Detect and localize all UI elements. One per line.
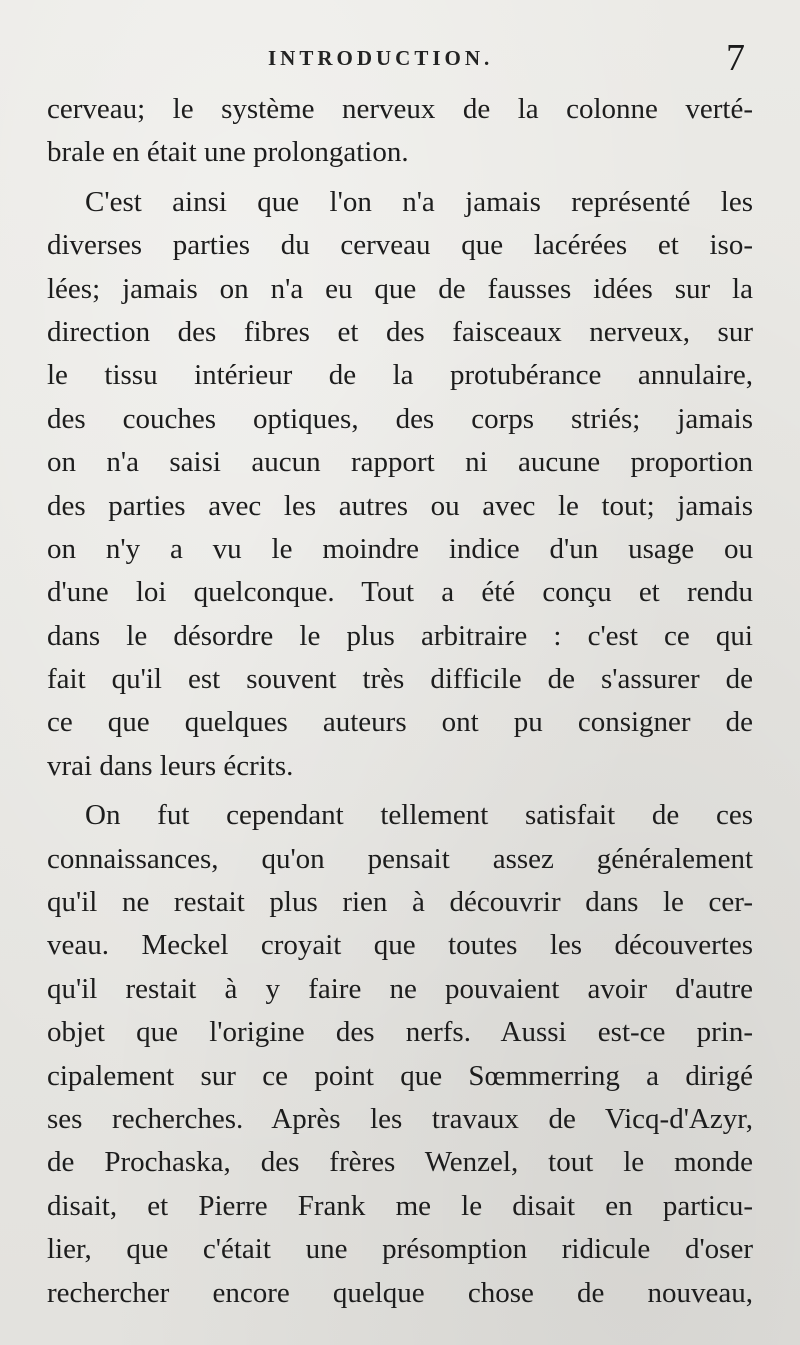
text-line: qu'il ne restait plus rien à découvrir dans le cer- — [47, 886, 753, 919]
page-header — [0, 37, 800, 80]
paragraph — [47, 794, 753, 1315]
text-line: on n'y a vu le moindre indice d'un usage ou — [47, 532, 753, 565]
text-line: ses recherches. Après les travaux de Vicq-d'Azyr, — [47, 1102, 753, 1135]
text-line: connaissances, qu'on pensait assez généralement — [47, 842, 753, 875]
text-line: lier, que c'était une présomption ridicule d'oser — [47, 1233, 753, 1266]
text-line: on n'a saisi aucun rapport ni aucune proportion — [47, 446, 753, 479]
text-line: cerveau; le système nerveux de la colonne verté- — [47, 93, 753, 125]
text-line: vrai dans leurs écrits. — [47, 749, 294, 782]
paragraph — [47, 181, 753, 788]
running-title: INTRODUCTION. — [268, 46, 494, 70]
page-number: 7 — [726, 37, 745, 79]
text-line: On fut cependant tellement satisfait de ces — [85, 799, 753, 832]
text-line: diverses parties du cerveau que lacérées et iso- — [47, 229, 753, 262]
text-line: direction des fibres et des faisceaux nerveux, sur — [47, 315, 753, 348]
text-line: le tissu intérieur de la protubérance annulaire, — [47, 359, 753, 392]
text-line: lées; jamais on n'a eu que de fausses idées sur la — [47, 272, 753, 305]
text-line: brale en était une prolongation. — [47, 136, 409, 169]
text-line: des couches optiques, des corps striés; jamais — [47, 402, 753, 435]
text-line: de Prochaska, des frères Wenzel, tout le monde — [47, 1146, 753, 1179]
text-line: fait qu'il est souvent très difficile de s'assurer de — [47, 663, 753, 696]
text-line: rechercher encore quelque chose de nouveau, — [47, 1276, 753, 1309]
text-line: disait, et Pierre Frank me le disait en particu- — [47, 1189, 753, 1222]
text-line: cipalement sur ce point que Sœmmerring a dirigé — [47, 1059, 753, 1092]
text-line: d'une loi quelconque. Tout a été conçu et rendu — [47, 576, 753, 609]
text-line: ce que quelques auteurs ont pu consigner de — [47, 706, 753, 739]
paragraph — [47, 88, 753, 175]
text-line: C'est ainsi que l'on n'a jamais représenté les — [85, 185, 753, 218]
text-line: des parties avec les autres ou avec le tout; jamais — [47, 489, 753, 522]
text-line: objet que l'origine des nerfs. Aussi est-ce prin- — [47, 1016, 753, 1049]
text-line: qu'il restait à y faire ne pouvaient avoir d'autre — [47, 972, 753, 1005]
text-line: veau. Meckel croyait que toutes les découvertes — [47, 929, 753, 962]
text-line: dans le désordre le plus arbitraire : c'est ce qui — [47, 619, 753, 652]
body-text — [47, 88, 753, 1315]
